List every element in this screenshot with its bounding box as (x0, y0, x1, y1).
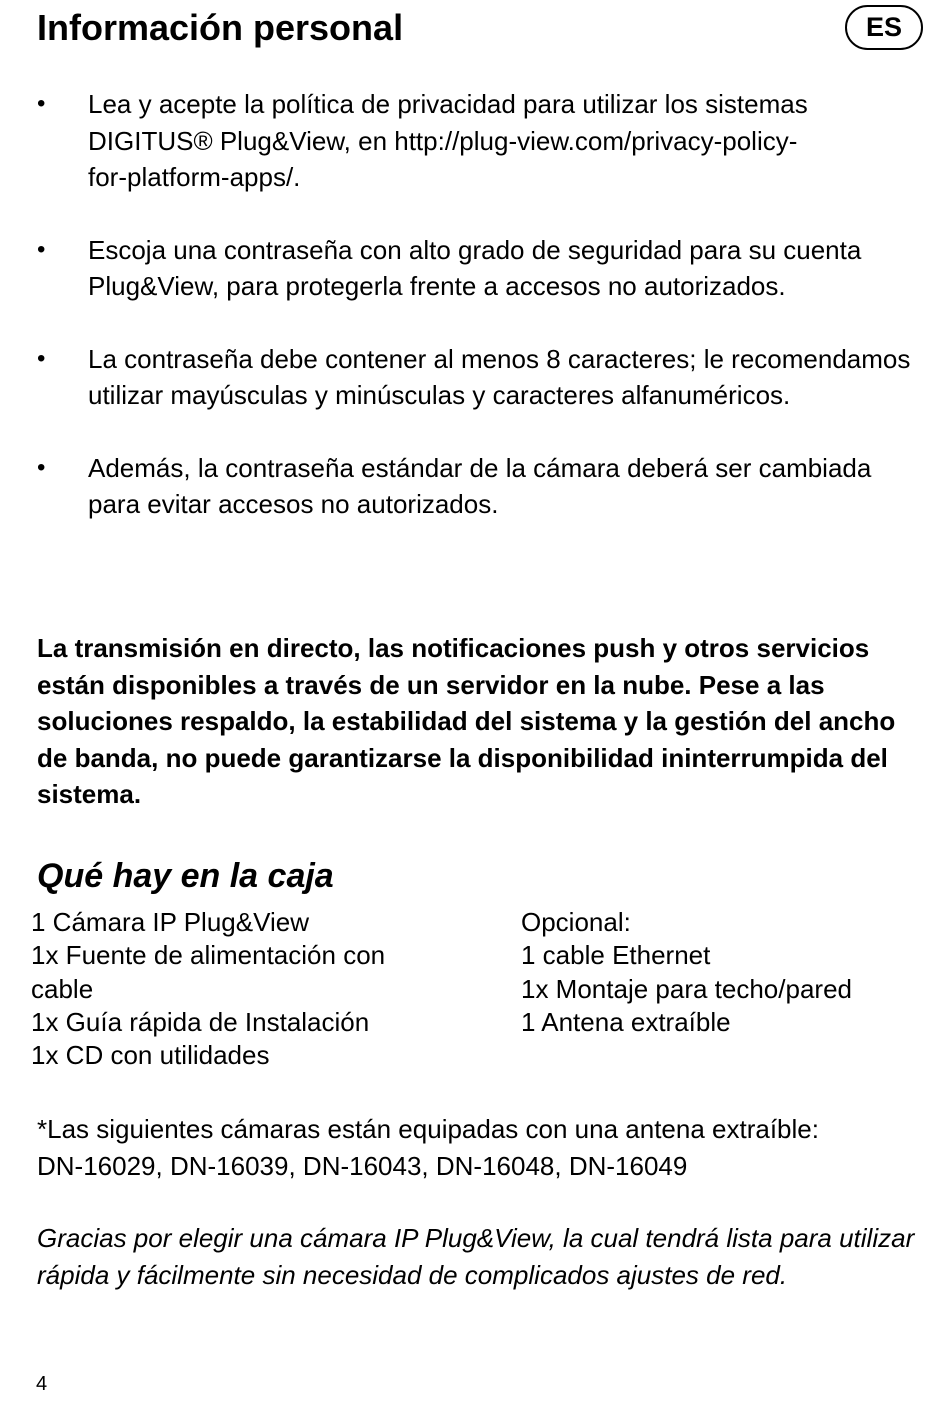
bullet-item-password-length (37, 341, 917, 414)
list-item: 1x Fuente de alimentación con cable (31, 940, 386, 1004)
thank-you-note: Gracias por elegir una cámara IP Plug&View, la cual tendrá lista para utilizar rápida y fácilmente sin necesidad de complicados ajustes de red. (37, 1223, 915, 1290)
list-item: 1 Antena extraíble (521, 1006, 731, 1037)
included-items-list (31, 906, 451, 1072)
optional-heading: Opcional: (521, 907, 631, 937)
bullet-text: Lea y acepte la política de privacidad para utilizar los sistemas DIGITUS® Plug&View, en http://plug-view.com/privacy-policy- for-platform-apps/. (88, 89, 808, 192)
section-heading-box-contents: Qué hay en la caja (37, 857, 334, 895)
list-item: 1x Montaje para techo/pared (521, 973, 852, 1004)
language-badge: ES (845, 5, 923, 50)
bullet-text: La contraseña debe contener al menos 8 caracteres; le recomendamos utilizar mayúsculas y minúsculas y caracteres alfanuméricos. (88, 343, 911, 410)
optional-items-list (521, 906, 931, 1039)
bullet-text: Además, la contraseña estándar de la cámara deberá ser cambiada para evitar accesos no autorizados. (88, 452, 872, 519)
bullet-icon: • (37, 453, 46, 481)
list-item: 1x CD con utilidades (31, 1040, 270, 1071)
bullet-item-default-password (37, 450, 917, 523)
privacy-bullet-list (37, 86, 917, 559)
bullet-item-privacy-policy (37, 86, 917, 196)
bullet-item-strong-password (37, 232, 917, 305)
bullet-text: Escoja una contraseña con alto grado de seguridad para su cuenta Plug&View, para protegerla frente a accesos no autorizados. (88, 234, 862, 301)
page-title: Información personal (37, 7, 404, 48)
cloud-disclaimer: La transmisión en directo, las notificaciones push y otros servicios están disponibles a través de un servidor en la nube. Pese a las soluciones respaldo, la estabilidad del sistema y la gestión del ancho de banda, no puede garantizarse la disponibilidad ininterrumpida del sistema. (37, 633, 896, 809)
list-item: 1x Guía rápida de Instalación (31, 1006, 370, 1037)
list-item: 1 Cámara IP Plug&View (31, 907, 309, 937)
bullet-icon: • (37, 235, 46, 263)
bullet-icon: • (37, 344, 46, 372)
list-item: 1 cable Ethernet (521, 940, 711, 971)
bullet-icon: • (37, 90, 46, 117)
antenna-note: *Las siguientes cámaras están equipadas con una antena extraíble: DN-16029, DN-16039, DN-16043, DN-16048, DN-16049 (37, 1114, 819, 1181)
page-number: 4 (36, 1373, 48, 1395)
